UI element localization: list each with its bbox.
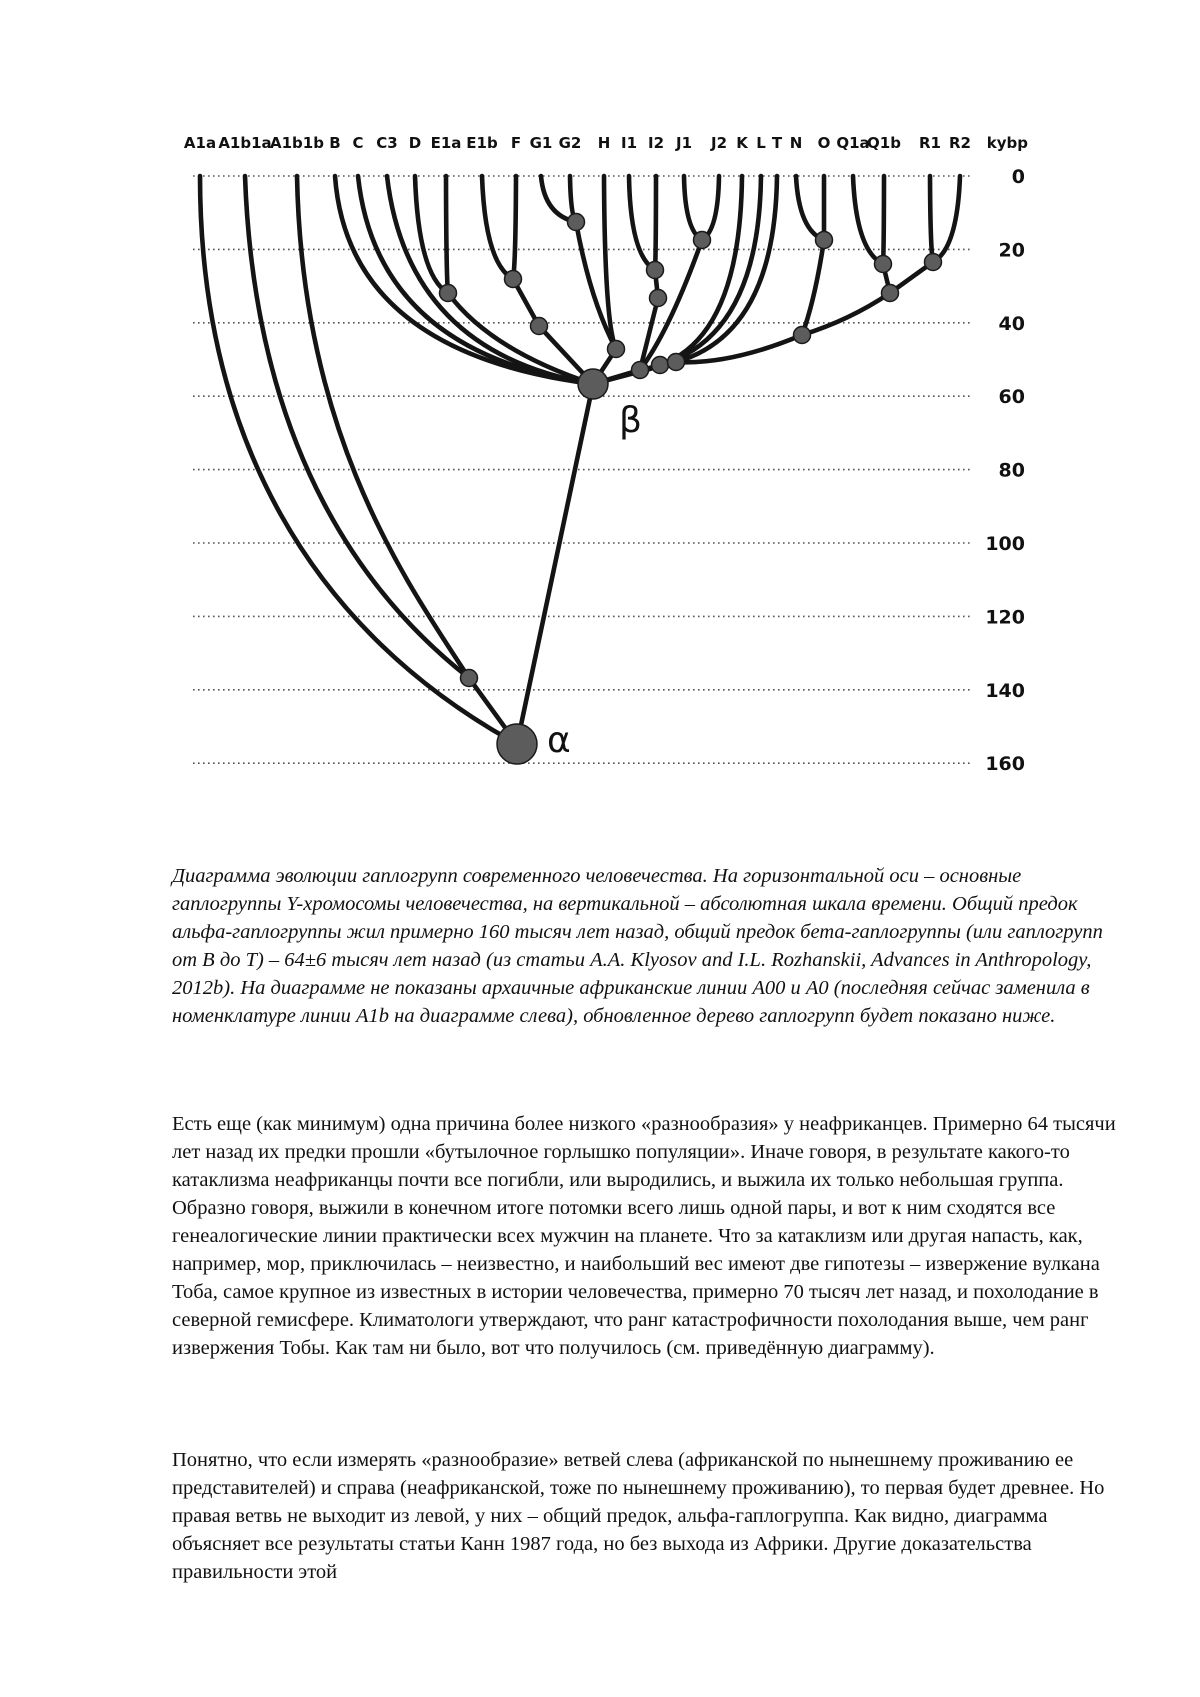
- alpha-node: [497, 724, 537, 764]
- branch-F: [513, 176, 516, 279]
- clade-node: [650, 290, 667, 307]
- haplogroup-label: R2: [949, 134, 971, 152]
- haplogroup-label: A1b1b: [270, 134, 324, 152]
- haplogroup-label: I1: [620, 134, 638, 152]
- clade-node: [816, 232, 833, 249]
- time-tick-label: 0: [1011, 166, 1025, 188]
- clade-node: [882, 285, 899, 302]
- haplogroup-label: F: [510, 134, 522, 152]
- branch-R2: [933, 176, 960, 262]
- haplogroup-label: N: [789, 134, 803, 152]
- branch-R1: [930, 176, 933, 262]
- branch-E1a: [446, 176, 448, 293]
- time-tick-label: 100: [985, 533, 1025, 555]
- branch-Q1b: [883, 176, 884, 264]
- beta-node: [578, 369, 608, 399]
- haplogroup-label: E1b: [466, 134, 498, 152]
- branch-L: [660, 176, 761, 365]
- haplogroup-label: E1a: [430, 134, 462, 152]
- tree-svg: [183, 130, 1120, 850]
- clade-node: [925, 254, 942, 271]
- branch-A1b1a: [245, 176, 469, 678]
- clade-node: [568, 214, 585, 231]
- haplogroup-label: G1: [529, 134, 553, 152]
- haplogroup-label: G2: [558, 134, 582, 152]
- branch-E1b: [482, 176, 513, 279]
- branch-I1: [629, 176, 655, 270]
- branch-Q1a: [853, 176, 883, 264]
- clade-node: [652, 357, 669, 374]
- time-tick-label: 160: [985, 753, 1025, 776]
- clade-node: [505, 271, 522, 288]
- clade-node: [794, 327, 811, 344]
- clade-node: [875, 256, 892, 273]
- branch-K: [660, 176, 742, 365]
- haplogroup-label: A1b1a: [218, 134, 272, 152]
- clade-node: [632, 362, 649, 379]
- branch-beta-stem: [517, 384, 593, 744]
- haplogroup-label: J1: [675, 134, 693, 152]
- clade-node: [608, 341, 625, 358]
- branch-I2: [655, 176, 656, 270]
- haplogroup-label: A1a: [183, 134, 217, 152]
- time-tick-label: 20: [998, 239, 1025, 262]
- haplogroup-label: B: [329, 134, 341, 152]
- branch-QR-stem: [802, 293, 890, 335]
- time-tick-label: 80: [998, 459, 1025, 482]
- time-unit-label: kybp: [986, 134, 1028, 152]
- branch-J1: [684, 176, 702, 240]
- haplogroup-label: J2: [710, 134, 728, 152]
- haplogroup-label: Q1b: [867, 134, 901, 152]
- haplogroup-label: R1: [919, 134, 941, 152]
- time-tick-label: 60: [998, 386, 1025, 409]
- alpha-label: α: [547, 720, 571, 761]
- time-tick-label: 40: [998, 312, 1025, 335]
- clade-node: [647, 262, 664, 279]
- haplogroup-label: Q1a: [836, 134, 870, 152]
- clade-node: [440, 285, 457, 302]
- body-paragraph-2: Понятно, что если измерять «разнообразие» ветвей слева (африканской по нынешнему проживанию ее представителей) и справа (неафриканской, тоже по нынешнему проживанию), то первая будет древнее. Но правая ветвь не выходит из левой, у них – общий предок, альфа-гаплогруппа. Как видно, диаграмма объясняет все результаты статьи Канн 1987 года, но без выхода из Африки. Другие доказательства правильности этой: [172, 1449, 1105, 1583]
- branch-J2: [702, 176, 719, 240]
- haplogroup-tree-figure: [183, 130, 1120, 850]
- branch-N: [796, 176, 824, 240]
- clade-node: [694, 232, 711, 249]
- haplogroup-label: C3: [376, 134, 398, 152]
- figure-caption: Диаграмма эволюции гаплогрупп современного человечества. На горизонтальной оси – основные гаплогруппы Y-хромосомы человечества, на вертикальной – абсолютная шкала времени. Общий предок альфа-гаплогруппы жил примерно 160 тысяч лет назад, общий предок бета-гаплогруппы (или гаплогрупп от В до Т) – 64±6 тысяч лет назад (из статьи A.A. Klyosov and I.L. Rozhanskii, Advances in Anthropology, 2012b). На диаграмме не показаны архаичные африканские линии А00 и А0 (последняя сейчас заменила в номенклатуре линии А1b на диаграмме слева), обновленное дерево гаплогрупп будет показано ниже.: [172, 865, 1103, 1027]
- body-paragraph-1: Есть еще (как минимум) одна причина более низкого «разнообразия» у неафриканцев. Примерно 64 тысячи лет назад их предки прошли «бутылочное горлышко популяции». Иначе говоря, в результате какого-то катаклизма неафриканцы почти все погибли, или выродились, и выжила их только небольшая группа. Образно говоря, выжили в конечном итоге потомки всего лишь одной пары, и вот к ним сходятся все генеалогические линии практически всех мужчин на планете. Что за катаклизм или другая напасть, как, например, мор, приключилась – неизвестно, и наибольший вес имеют две гипотезы – извержение вулкана Тоба, самое крупное из известных в истории человечества, примерно 70 тысяч лет назад, и похолодание в северной гемисфере. Климатологи утверждают, что ранг катастрофичности похолодания выше, чем ранг извержения Тобы. Как там ни было, вот что получилось (см. приведённую диаграмму).: [172, 1113, 1116, 1359]
- haplogroup-label: H: [597, 134, 611, 152]
- haplogroup-label: D: [408, 134, 422, 152]
- haplogroup-label: L: [756, 134, 766, 152]
- haplogroup-label: O: [817, 134, 831, 152]
- haplogroup-label: I2: [647, 134, 665, 152]
- haplogroup-label: T: [771, 134, 783, 152]
- clade-node: [531, 318, 548, 335]
- clade-node: [668, 354, 685, 371]
- haplogroup-label: K: [736, 134, 748, 152]
- beta-label: β: [619, 400, 642, 441]
- branch-A1b1b: [297, 176, 469, 678]
- time-tick-label: 120: [985, 606, 1025, 629]
- haplogroup-label: C: [352, 134, 364, 152]
- branch-NO-stem: [802, 240, 824, 335]
- time-tick-label: 140: [985, 679, 1025, 702]
- clade-node: [461, 670, 478, 687]
